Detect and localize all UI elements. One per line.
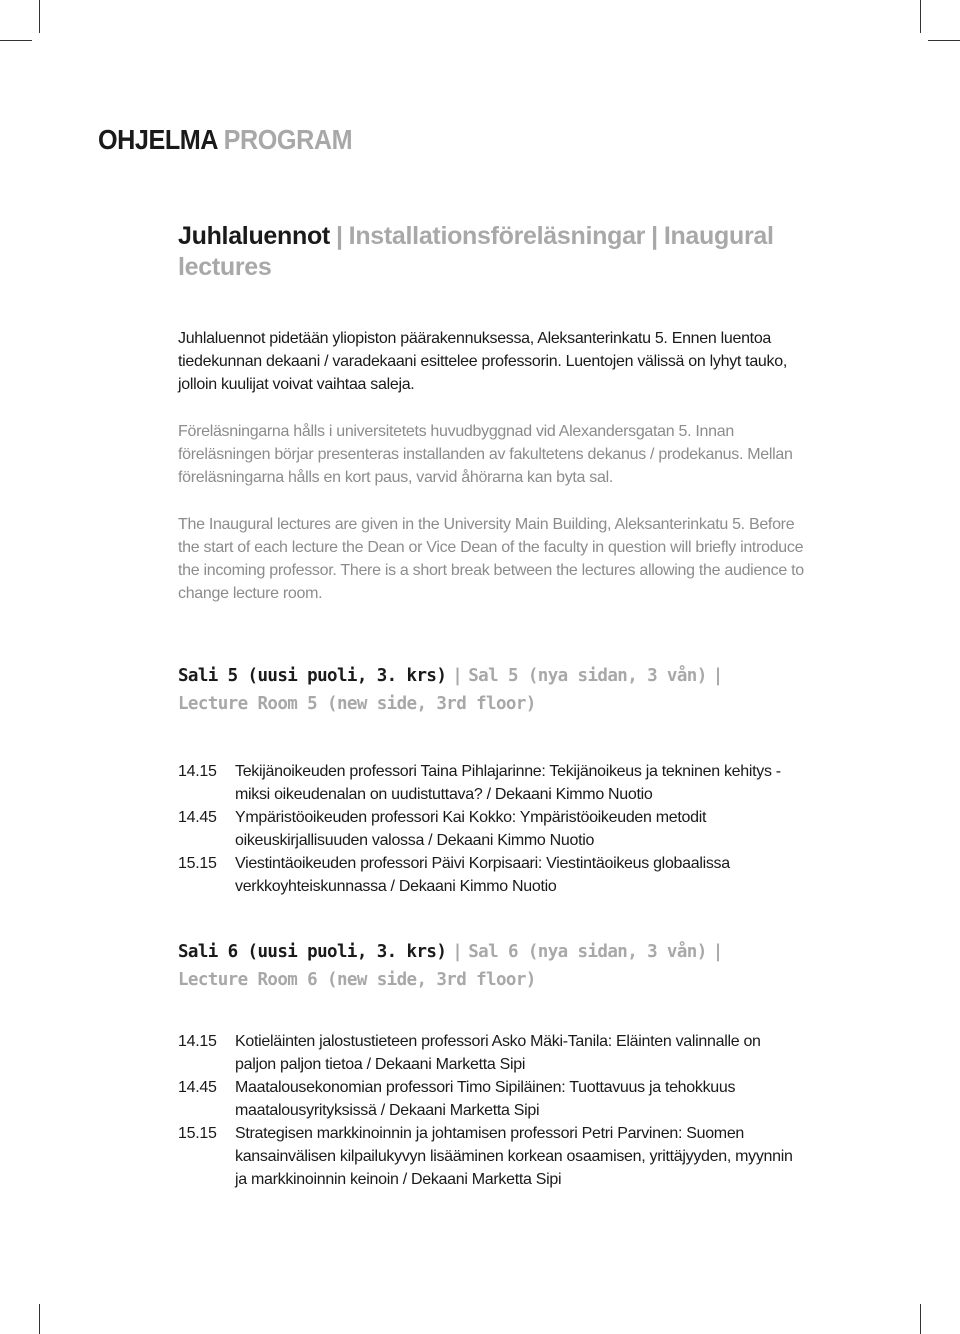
intro-text xyxy=(178,327,818,396)
intro-paragraph-fi: Juhlaluennot pidetään yliopiston päärakennuksessa, Aleksanterinkatu 5. Ennen luentoa tiedekunnan dekaani / varadekaani esittelee professorin. Luentojen välissä on lyhyt tauko, jolloin kuulijat voivat vaihtaa saleja. xyxy=(178,330,787,393)
lecture-time: 14.45 xyxy=(178,1079,217,1096)
lecture-item xyxy=(178,760,798,806)
lecture-item xyxy=(178,1030,803,1076)
title-separator: | xyxy=(452,942,463,962)
page-title xyxy=(98,124,352,156)
lecture-schedule xyxy=(178,760,798,898)
section-title xyxy=(178,221,818,283)
lecture-time: 14.45 xyxy=(178,809,217,826)
lecture-schedule xyxy=(178,1030,803,1191)
title-separator: | xyxy=(712,942,723,962)
lecture-description: Viestintäoikeuden professori Päivi Korpisaari: Viestintäoikeus globaalissa verkkoyhteiskunnassa / Dekaani Kimmo Nuotio xyxy=(235,855,730,895)
lecture-description: Ympäristöoikeuden professori Kai Kokko: Ympäristöoikeuden metodit oikeuskirjallisuuden valossa / Dekaani Kimmo Nuotio xyxy=(235,809,707,849)
title-separator: | xyxy=(651,222,658,250)
page-title-en: PROGRAM xyxy=(223,124,353,155)
section-heading-block xyxy=(178,221,818,283)
intro-text-en-block xyxy=(178,513,818,605)
section-title-fi: Juhlaluennot xyxy=(178,222,330,250)
lecture-item xyxy=(178,1076,803,1122)
lecture-description: Maatalousekonomian professori Timo Sipiläinen: Tuottavuus ja tehokkuus maatalousyrityksissä / Dekaani Marketta Sipi xyxy=(235,1079,736,1119)
page-title-fi: OHJELMA xyxy=(98,124,218,155)
room-title xyxy=(178,662,818,718)
room-title-sv: Sal 6 (nya sidan, 3 vån) xyxy=(468,942,707,962)
room-heading xyxy=(178,938,818,994)
intro-text-sv-block xyxy=(178,420,818,489)
lecture-description: Strategisen markkinoinnin ja johtamisen professori Petri Parvinen: Suomen kansainvälisen kilpailukyvyn lisääminen korkean osaamisen, yrittäjyyden, myynnin ja markkinoinnin keinoin / Dekaani Marketta Sipi xyxy=(235,1125,793,1188)
section-title-en: Inaugural lectures xyxy=(178,222,774,281)
crop-mark-top-left-horizontal xyxy=(0,40,32,41)
lecture-list xyxy=(178,1030,803,1191)
room-title-en: Lecture Room 5 (new side, 3rd floor) xyxy=(178,694,536,714)
section-title-sv: Installationsföreläsningar xyxy=(348,222,646,250)
room-title-en: Lecture Room 6 (new side, 3rd floor) xyxy=(178,970,536,990)
lecture-time: 14.15 xyxy=(178,763,217,780)
title-separator: | xyxy=(452,666,463,686)
crop-mark-top-left-vertical xyxy=(39,0,40,33)
room-title xyxy=(178,938,818,994)
lecture-time: 14.15 xyxy=(178,1033,217,1050)
crop-mark-bottom-right-vertical xyxy=(920,1304,921,1334)
title-separator: | xyxy=(335,222,343,250)
crop-mark-top-right-horizontal xyxy=(928,40,960,41)
lecture-time: 15.15 xyxy=(178,855,217,872)
lecture-item xyxy=(178,1122,803,1191)
lecture-description: Kotieläinten jalostustieteen professori Asko Mäki-Tanila: Eläinten valinnalle on paljon paljon tietoa / Dekaani Marketta Sipi xyxy=(235,1033,761,1073)
lecture-item xyxy=(178,806,798,852)
crop-mark-bottom-left-vertical xyxy=(39,1304,40,1334)
room-title-fi: Sali 6 (uusi puoli, 3. krs) xyxy=(178,942,447,962)
room-title-sv: Sal 5 (nya sidan, 3 vån) xyxy=(468,666,707,686)
intro-paragraph-en: The Inaugural lectures are given in the University Main Building, Aleksanterinkatu 5. Before the start of each lecture the Dean or Vice Dean of the faculty in question will briefly introduce the incoming professor. There is a short break between the lectures allowing the audience to change lecture room. xyxy=(178,516,804,602)
room-heading xyxy=(178,662,818,718)
room-title-fi: Sali 5 (uusi puoli, 3. krs) xyxy=(178,666,447,686)
title-separator: | xyxy=(712,666,723,686)
lecture-time: 15.15 xyxy=(178,1125,217,1142)
lecture-item xyxy=(178,852,798,898)
intro-paragraph-sv: Föreläsningarna hålls i universitetets huvudbyggnad vid Alexandersgatan 5. Innan föreläsningen börjar presenteras installanden av fakultetens dekanus / prodekanus. Mellan föreläsningarna hålls en kort paus, varvid åhörarna kan byta sal. xyxy=(178,423,793,486)
lecture-description: Tekijänoikeuden professori Taina Pihlajarinne: Tekijänoikeus ja tekninen kehitys - miksi oikeudenalan on uudistuttava? / Dekaani Kimmo Nuotio xyxy=(235,763,781,803)
crop-mark-top-right-vertical xyxy=(920,0,921,33)
lecture-list xyxy=(178,760,798,898)
